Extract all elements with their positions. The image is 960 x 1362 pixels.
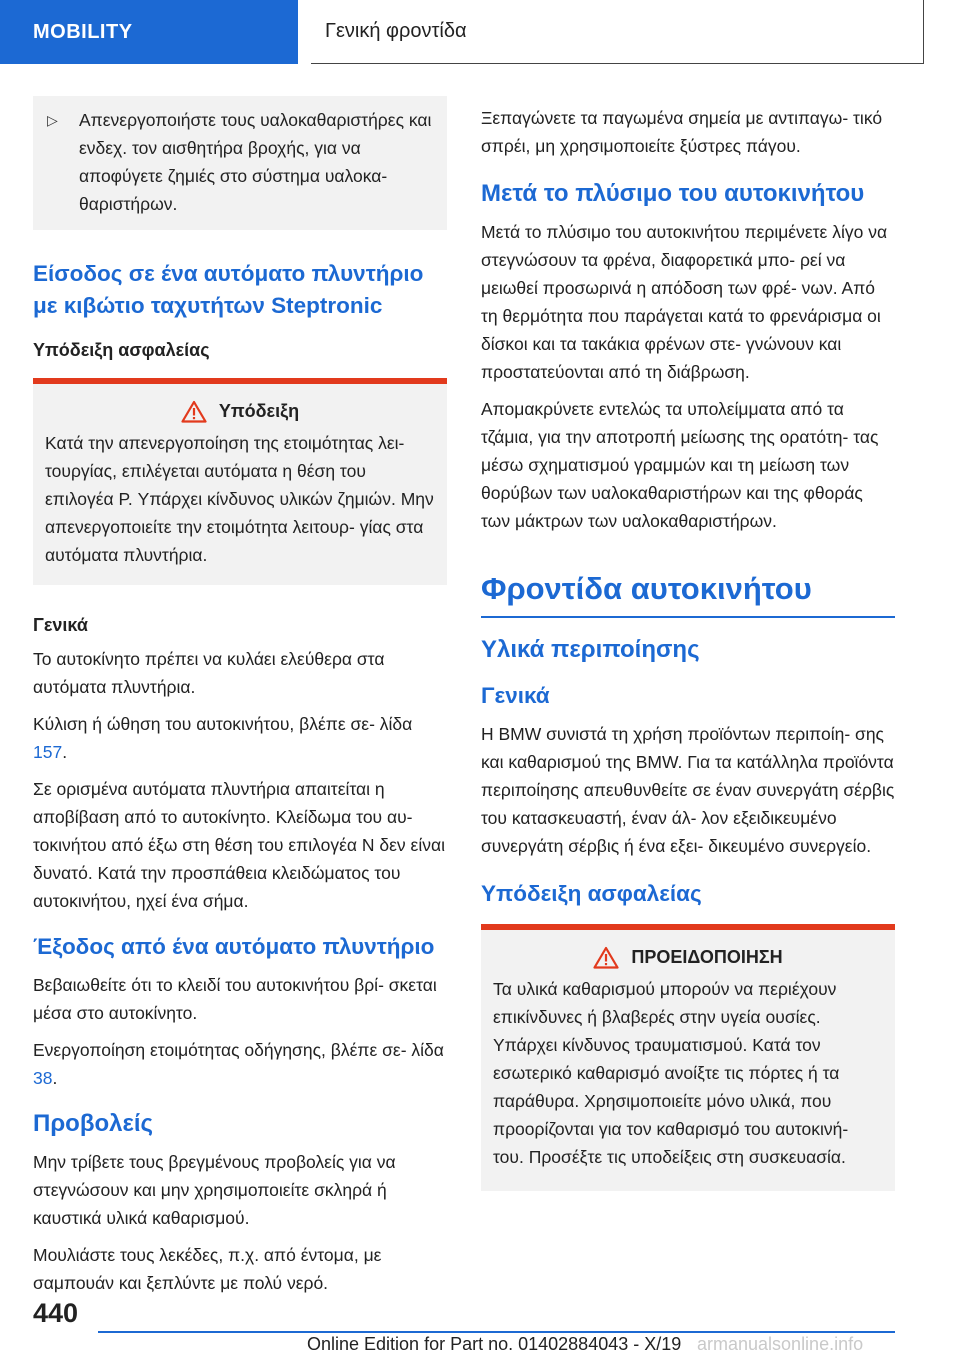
triangle-bullet-icon: ▷ [47, 112, 58, 128]
exit-heading: Έξοδος από ένα αυτόματο πλυντήριο [33, 934, 435, 959]
exit-paragraph-2: Ενεργοποίηση ετοιμότητας οδήγησης, βλέπε σε‐ λίδα 38. [33, 1040, 444, 1088]
general-heading-left: Γενικά [33, 615, 88, 635]
left-column [33, 96, 447, 1306]
warning-box [481, 930, 895, 1191]
exit-paragraph-1: Βεβαιωθείτε ότι το κλειδί του αυτοκινήτου βρί‐ σκεται μέσα στο αυτοκίνητο. [33, 975, 437, 1023]
carwash-heading: Είσοδος σε ένα αυτόματο πλυντήριο με κιβώτιο ταχυτήτων Steptronic [33, 261, 424, 318]
after-wash-paragraph-2: Απομακρύνετε εντελώς τα υπολείμματα από τα τζάμια, για την αποτροπή μείωσης της ορατότη‐ τας μέσω σχηματισμού γραμμών και τη μείωση των θορύβων των υαλοκαθαριστήρων και της φθοράς των μάκτρων των υαλοκαθαριστήρων. [481, 399, 879, 531]
right-column [481, 104, 895, 1191]
section-title-tab [311, 0, 924, 64]
exit-paragraph-2-text: Ενεργοποίηση ετοιμότητας οδήγησης, βλέπε σε‐ λίδα [33, 1040, 444, 1060]
warning-triangle-icon [181, 400, 207, 423]
general-paragraph-2: Κύλιση ή ώθηση του αυτοκινήτου, βλέπε σε‐ λίδα 157. [33, 714, 413, 762]
page-number: 440 [33, 1298, 79, 1328]
warning-triangle-icon [593, 946, 619, 969]
general-paragraph-1: Το αυτοκίνητο πρέπει να κυλάει ελεύθερα στα αυτόματα πλυντήρια. [33, 649, 385, 697]
general-paragraph-right: Η BMW συνιστά τη χρήση προϊόντων περιποίη‐ σης και καθαρισμού της BMW. Για τα κατάλληλα προϊόντα περιποίησης απευθυνθείτε σε έναν συνεργάτη σέρβις του κατασκευαστή, έναν άλ‐ λον εξειδικευμένο συνεργάτη σέρβις ή ένα εξει‐ δικευμένο συνεργείο. [481, 724, 895, 856]
notice-title: Υπόδειξη [218, 401, 300, 421]
notice-box [33, 384, 447, 585]
footer-rule [98, 1331, 895, 1333]
edition-text: Online Edition for Part no. 01402884043 - X/19 [307, 1334, 682, 1354]
general-paragraph-3: Σε ορισμένα αυτόματα πλυντήρια απαιτείται η αποβίβαση από το αυτοκίνητο. Κλείδωμα του αυ‐ τοκινήτου από έξω στη θέση του επιλογέα N δεν είναι δυνατό. Κατά την προσπάθεια κλειδώματος του αυτοκινήτου, ηχεί ένα σήμα. [33, 779, 445, 911]
section-title: Γενική φροντίδα [325, 20, 467, 42]
warning-title: ΠΡΟΕΙΔΟΠΟΙΗΣΗ [631, 947, 783, 967]
page-link-38[interactable]: 38 [33, 1068, 53, 1088]
general-paragraph-2-text: Κύλιση ή ώθηση του αυτοκινήτου, βλέπε σε‐ λίδα [33, 714, 413, 734]
chapter-tab[interactable] [0, 0, 298, 64]
care-materials-heading: Υλικά περιποίησης [481, 636, 700, 663]
headlights-paragraph-1: Μην τρίβετε τους βρεγμένους προβολείς για να στεγνώσουν και μην χρησιμοποιείτε σκληρά ή καυστικά υλικά καθαρισμού. [33, 1152, 396, 1228]
after-wash-paragraph-1: Μετά το πλύσιμο του αυτοκινήτου περιμένετε λίγο να στεγνώσουν τα φρένα, διαφορετικά μπο‐ ρεί να μειωθεί προσωρινά η απόδοση των φρέ‐ νων. Από τη θερμότητα που παράγεται κατά το φρενάρισμα οι δίσκοι και τα τακάκια φρένων στε‐ γνώνουν και προστατεύονται από τη διάβρωση. [481, 222, 888, 382]
intro-paragraph: Ξεπαγώνετε τα παγωμένα σημεία με αντιπαγω‐ τικό σπρέι, μη χρησιμοποιείτε ξύστρες πάγου. [481, 108, 883, 156]
page-header [0, 0, 960, 64]
safety-subheading: Υπόδειξη ασφαλείας [33, 340, 210, 360]
chapter-tab-label: MOBILITY [33, 20, 133, 43]
safety-heading-right: Υπόδειξη ασφαλείας [481, 881, 702, 906]
vehicle-care-rule [481, 616, 895, 618]
notice-header [45, 400, 435, 423]
after-wash-heading: Μετά το πλύσιμο του αυτοκινήτου [481, 180, 865, 207]
notice-text: Κατά την απενεργοποίηση της ετοιμότητας λει‐ τουργίας, επιλέγεται αυτόματα η θέση του επιλογέα P. Υπάρχει κίνδυνος υλικών ζημιών. Μην απενεργοποιείτε την ετοιμότητα λειτουρ‐ γίας στα αυτόματα πλυντήρια. [45, 433, 434, 565]
headlights-heading: Προβολείς [33, 1110, 154, 1137]
headlights-paragraph-2: Μουλιάστε τους λεκέδες, π.χ. από έντομα, με σαμπουάν και ξεπλύντε με πολύ νερό. [33, 1245, 382, 1293]
vehicle-care-title: Φροντίδα αυτοκινήτου [481, 571, 812, 606]
page-link-157[interactable]: 157 [33, 742, 63, 762]
bullet-text: Απενεργοποιήστε τους υαλοκαθαριστήρες και ενδεχ. τον αισθητήρα βροχής, για να αποφύγετε ζημιές στο σύστημα υαλοκα‐ θαριστήρων. [79, 110, 432, 214]
general-heading-right: Γενικά [481, 683, 550, 708]
bullet-box [33, 96, 447, 230]
bullet-item [45, 106, 435, 218]
warning-header [493, 946, 883, 969]
watermark-text: armanualsonline.info [697, 1334, 864, 1354]
warning-text: Τα υλικά καθαρισμού μπορούν να περιέχουν επικίνδυνες ή βλαβερές στην υγεία ουσίες. Υπάρχει κίνδυνος τραυματισμού. Κατά τον εσωτερικό καθαρισμό ανοίξτε τις πόρτες ή τα παράθυρα. Χρησιμοποιείτε μόνο υλικά, που προορίζονται για τον καθαρισμό του αυτοκινή‐ του. Προσέξτε τις υποδείξεις στη συσκευασία. [493, 979, 849, 1167]
